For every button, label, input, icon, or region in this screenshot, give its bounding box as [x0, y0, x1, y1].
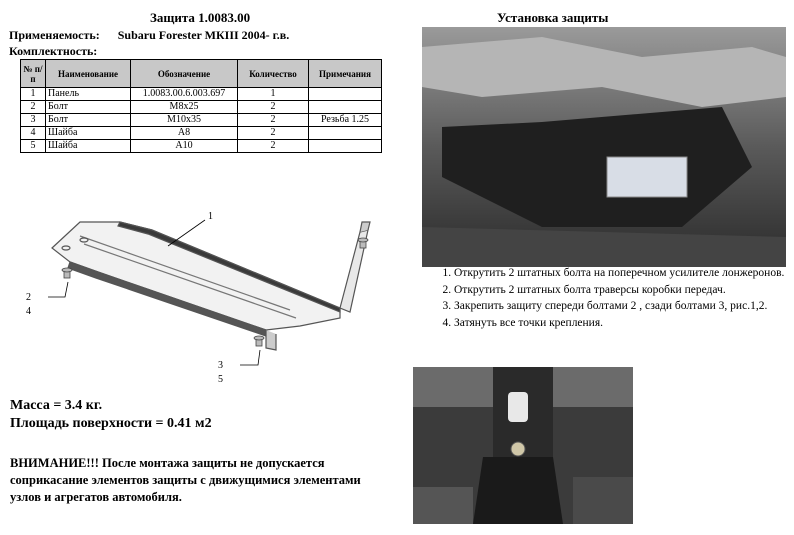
warning-text: ВНИМАНИЕ!!! После монтажа защиты не допускается соприкасание элементов защиты с движущимися элементами узлов и агрегатов автомобиля.	[10, 456, 361, 504]
table-cell: А8	[131, 127, 238, 140]
parts-table	[20, 59, 382, 153]
table-cell: Резьба 1.25	[309, 114, 382, 127]
callout-1: 1	[208, 211, 213, 222]
table-cell: 2	[238, 101, 309, 114]
callout-5: 5	[218, 374, 223, 385]
applicability-value: Subaru Forester МКIII 2004- г.в.	[117, 28, 290, 42]
table-cell: 4	[21, 127, 46, 140]
table-cell: 2	[238, 114, 309, 127]
surface-area-spec: Площадь поверхности = 0.41 м2	[10, 416, 212, 431]
table-cell	[309, 101, 382, 114]
callout-3: 3	[218, 360, 223, 371]
column-header-quantity: Количество	[238, 60, 309, 88]
table-cell: М10х35	[131, 114, 238, 127]
column-header-designation: Обозначение	[131, 60, 238, 88]
table-row	[21, 101, 382, 114]
table-cell: М8х25	[131, 101, 238, 114]
list-item: 3. Закрепить защиту спереди болтами 2 , сзади болтами 3, рис.1,2.	[454, 299, 794, 314]
table-cell: Болт	[46, 114, 131, 127]
rear-bracket-photo	[413, 367, 633, 524]
table-cell: Болт	[46, 101, 131, 114]
table-row	[21, 140, 382, 153]
kit-label: Комплектность:	[9, 44, 98, 58]
list-item: 2. Открутить 2 штатных болта траверсы коробки передач.	[454, 283, 794, 298]
table-row	[21, 88, 382, 101]
table-header-row	[21, 60, 382, 88]
column-header-notes: Примечания	[309, 60, 382, 88]
applicability-label: Применяемость:	[9, 28, 100, 42]
installation-title: Установка защиты	[497, 10, 609, 25]
mass-spec: Масса = 3.4 кг.	[10, 398, 103, 413]
skid-plate-drawing	[40, 200, 390, 390]
applicability-line	[9, 28, 289, 43]
table-cell: Шайба	[46, 127, 131, 140]
table-cell: 1	[238, 88, 309, 101]
table-cell: Шайба	[46, 140, 131, 153]
table-cell: А10	[131, 140, 238, 153]
table-cell: 2	[238, 140, 309, 153]
table-cell: 1.0083.00.6.003.697	[131, 88, 238, 101]
table-cell: 5	[21, 140, 46, 153]
table-row	[21, 114, 382, 127]
table-row	[21, 127, 382, 140]
callout-2: 2	[26, 292, 31, 303]
column-header-number: № п/п	[21, 60, 46, 88]
table-cell: 1	[21, 88, 46, 101]
table-cell: Панель	[46, 88, 131, 101]
installed-plate-photo	[422, 27, 786, 267]
list-item: 1. Открутить 2 штатных болта на поперечном усилителе лонжеронов.	[454, 266, 794, 281]
installation-steps	[417, 266, 794, 332]
document-title: Защита 1.0083.00	[150, 10, 251, 25]
table-cell: 2	[238, 127, 309, 140]
table-cell	[309, 127, 382, 140]
table-cell	[309, 88, 382, 101]
table-cell	[309, 140, 382, 153]
list-item: 4. Затянуть все точки крепления.	[454, 316, 794, 331]
callout-4: 4	[26, 306, 31, 317]
column-header-name: Наименование	[46, 60, 131, 88]
table-cell: 2	[21, 101, 46, 114]
table-cell: 3	[21, 114, 46, 127]
